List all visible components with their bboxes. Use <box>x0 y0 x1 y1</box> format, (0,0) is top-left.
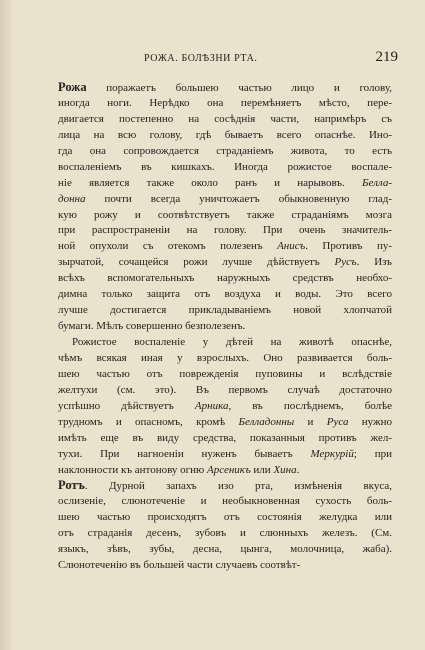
text-line <box>58 478 392 494</box>
text-run: имѣть еще въ виду средства, показанныя противъ жел- <box>58 431 392 444</box>
text-line <box>58 415 392 431</box>
text-run: ослизеніе, слюнотеченіе и необыкновенная сухость боль- <box>58 495 392 508</box>
page-fold-shadow <box>0 0 14 650</box>
text-run: нужно <box>348 415 392 428</box>
text-line <box>58 192 392 208</box>
text-line <box>58 271 392 287</box>
text-run: поражаетъ большею частью лицо и голову, <box>86 82 392 94</box>
text-run: ной опухоли съ отекомъ полезенъ <box>58 240 278 253</box>
italic-text: донна <box>58 192 86 205</box>
italic-text: Руса <box>326 415 349 428</box>
text-line <box>58 542 392 558</box>
text-run: шею частью отъ поврежденія пуповины и вслѣдствіе <box>58 367 392 380</box>
text-line <box>58 351 392 367</box>
text-run: чѣмъ всякая иная у взрослыхъ. Оно развивается боль- <box>58 351 392 364</box>
text-run: почти всегда уничтожаетъ обыкновенную глад- <box>85 192 392 205</box>
text-run: всѣхъ вспомогательныхъ наружныхъ средствъ необхо- <box>58 272 392 285</box>
text-run: . Дурной запахъ изо рта, измѣненія вкуса, <box>84 480 392 493</box>
italic-text: Белла- <box>362 176 392 189</box>
text-run: . Изъ <box>356 256 392 269</box>
entry-term: Ротъ <box>58 478 85 493</box>
text-line <box>58 526 392 542</box>
italic-text: Меркурій <box>310 447 354 460</box>
text-line <box>58 335 392 351</box>
text-line <box>58 319 392 335</box>
body-text <box>58 80 392 574</box>
italic-text: Белладонны <box>238 415 295 428</box>
italic-text: Анисъ <box>277 240 306 253</box>
text-run: при распространеніи на голову. При очень значитель- <box>58 224 392 237</box>
text-run: успѣшно дѣйствуетъ <box>58 399 195 412</box>
text-line <box>58 112 392 128</box>
italic-text: Русъ <box>334 256 357 269</box>
text-line <box>58 510 392 526</box>
text-run: воспаленіемъ въ кишкахъ. Иногда рожистое воспале- <box>58 160 392 173</box>
text-line <box>58 463 392 479</box>
text-line <box>58 80 392 96</box>
text-line <box>58 128 392 144</box>
text-line <box>58 383 392 399</box>
text-line <box>58 303 392 319</box>
text-run: димна только защита отъ воздуха и воды. Это всего <box>58 288 392 301</box>
text-line <box>58 367 392 383</box>
text-run: двигается постепенно на сосѣднія части, напримѣръ съ <box>58 112 392 125</box>
text-run: иногда ноги. Нерѣдко она перемѣняетъ мѣсто, пере- <box>58 96 392 109</box>
text-run: кую рожу и соотвѣтствуетъ также страданіямъ мозга <box>58 208 392 221</box>
entry-term: Рожа <box>58 80 87 94</box>
running-head: РОЖА. БОЛѢЗНИ РТА. <box>144 53 258 64</box>
text-run: гда она сопровождается страданіемъ живота, то есть <box>58 144 392 157</box>
text-run: лица на всю голову, гдѣ бываетъ всего опаснѣе. Ино- <box>58 128 392 141</box>
text-line <box>58 208 392 224</box>
text-run: наклонности къ антонову огню <box>58 463 208 476</box>
text-line <box>58 160 392 176</box>
text-run: . Противъ пу- <box>305 240 392 253</box>
text-line <box>58 96 392 112</box>
text-line <box>58 255 392 271</box>
text-run: , въ послѣднемъ, болѣе <box>228 399 392 412</box>
text-run: лучше достигается прикладываніемъ новой хлопчатой <box>58 304 392 317</box>
page-number: 219 <box>375 49 398 65</box>
text-run: или <box>250 463 274 476</box>
text-run: бумаги. Мѣлъ совершенно безполезенъ. <box>58 320 246 333</box>
text-run: языкъ, зѣвъ, зубы, десна, цынга, молочница, жаба). <box>58 543 392 556</box>
text-line <box>58 287 392 303</box>
text-run: и <box>294 415 327 428</box>
text-line <box>58 447 392 463</box>
italic-text: Хина <box>273 463 297 476</box>
text-line <box>58 558 392 574</box>
text-line <box>58 223 392 239</box>
text-run: Слюнотеченію въ большей части случаевъ соотвѣт- <box>58 559 301 572</box>
text-run: тухи. При нагноеніи нуженъ бываетъ <box>58 447 311 460</box>
text-line <box>58 176 392 192</box>
text-line <box>58 239 392 255</box>
italic-text: Арсеникъ <box>207 463 251 476</box>
text-run: зырчатой, сочащейся рожи лучше дѣйствуетъ <box>58 256 335 269</box>
text-run: отъ страданія десенъ, зубовъ и слюнныхъ железъ. (См. <box>58 527 392 540</box>
text-run: Рожистое воспаленіе у дѣтей на животѣ опаснѣе, <box>72 336 392 348</box>
text-line <box>58 399 392 415</box>
text-run: трудномъ и опасномъ, кромѣ <box>58 415 239 428</box>
text-run: желтухи (см. это). Въ первомъ случаѣ достаточно <box>58 383 392 396</box>
text-run: шею частью происходятъ отъ состоянія желудка или <box>58 511 392 524</box>
italic-text: Арника <box>194 399 229 412</box>
text-run: ; при <box>353 447 392 460</box>
text-run: . <box>296 463 300 476</box>
text-line <box>58 431 392 447</box>
page-header <box>58 49 398 69</box>
text-run: ніе является также около ранъ и нарывовъ. <box>58 176 362 189</box>
text-line <box>58 144 392 160</box>
text-line <box>58 494 392 510</box>
